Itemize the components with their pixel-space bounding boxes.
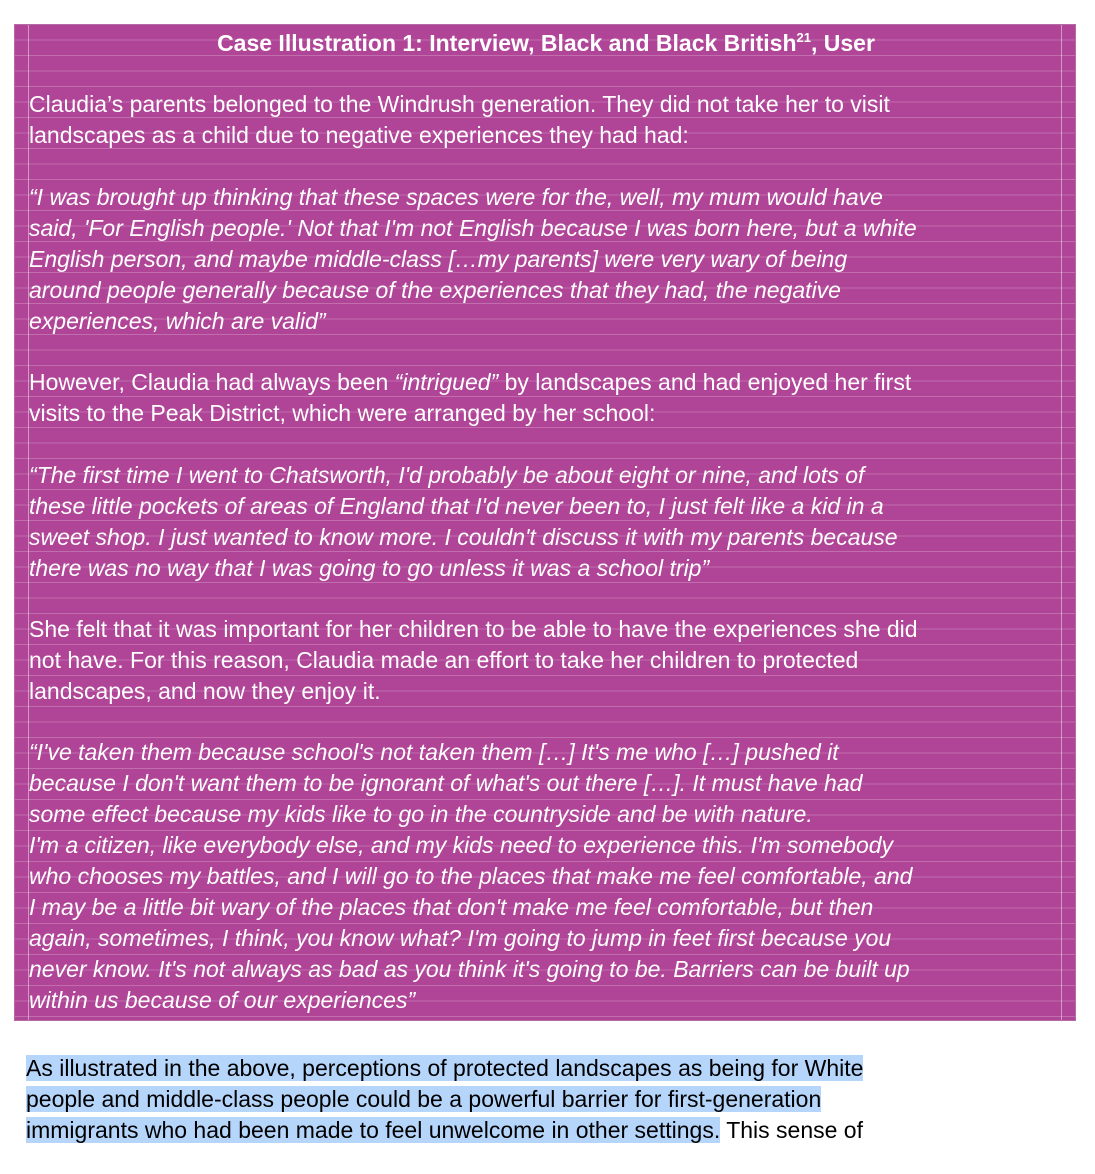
context-paragraph — [29, 367, 1069, 429]
footnote-reference[interactable]: 21 — [796, 30, 811, 45]
children-paragraph: She felt that it was important for her children to be able to have the experiences she did not have. For this reason, Claudia made an effort to take her children to protected landscapes, and now they enjoy it. — [29, 616, 918, 704]
context-text-start: However, Claudia had always been — [29, 369, 395, 395]
body-text-continuation[interactable]: This sense of — [720, 1117, 863, 1143]
case-illustration-box — [14, 24, 1076, 1021]
body-paragraph[interactable] — [26, 1053, 1066, 1146]
selected-text[interactable]: As illustrated in the above, perceptions of protected landscapes as being for White people and middle-class people could be a powerful barrier for first-generation immigrants who had been made to feel unwelcome in other settings. — [26, 1055, 864, 1143]
case-illustration-title — [15, 28, 1077, 59]
title-suffix: , User — [810, 30, 875, 56]
context-text-end: by landscapes and had enjoyed her first visits to the Peak District, which were arranged by her school: — [29, 369, 912, 426]
intro-paragraph: Claudia’s parents belonged to the Windrush generation. They did not take her to visit landscapes as a child due to negative experiences they had had: — [29, 91, 890, 148]
intrigued-quote: “intrigued” — [394, 369, 499, 395]
title-text: Case Illustration 1: Interview, Black and Black British — [217, 30, 797, 56]
quote-paragraph-1: “I was brought up thinking that these spaces were for the, well, my mum would have said, 'For English people.' Not that I'm not English because I was born here, but a white English person, and maybe middle-class […my parents] were very wary of being around people generally because of the experiences that they had, the negative experiences, which are valid” — [29, 184, 917, 334]
quote-paragraph-2: “The first time I went to Chatsworth, I'd probably be about eight or nine, and lots of these little pockets of areas of England that I'd never been to, I just felt like a kid in a sweet shop. I just wanted to know more. I couldn't discuss it with my parents because there was no way that I was going to go unless it was a school trip” — [29, 462, 898, 581]
quote-paragraph-3: “I've taken them because school's not taken them […] It's me who […] pushed it because I don't want them to be ignorant of what's out there […]. It must have had some effect because my kids like to go in the countryside and be with nature. I'm a citizen, like everybody else, and my kids need to experience this. I'm somebody who chooses my battles, and I will go to the places that make me feel comfortable, and I may be a little bit wary of the places that don't make me feel comfortable, but then again, sometimes, I think, you know what? I'm going to jump in feet first because you never know. It's not always as bad as you think it's going to be. Barriers can be built up within us because of our experiences” — [29, 739, 913, 1013]
